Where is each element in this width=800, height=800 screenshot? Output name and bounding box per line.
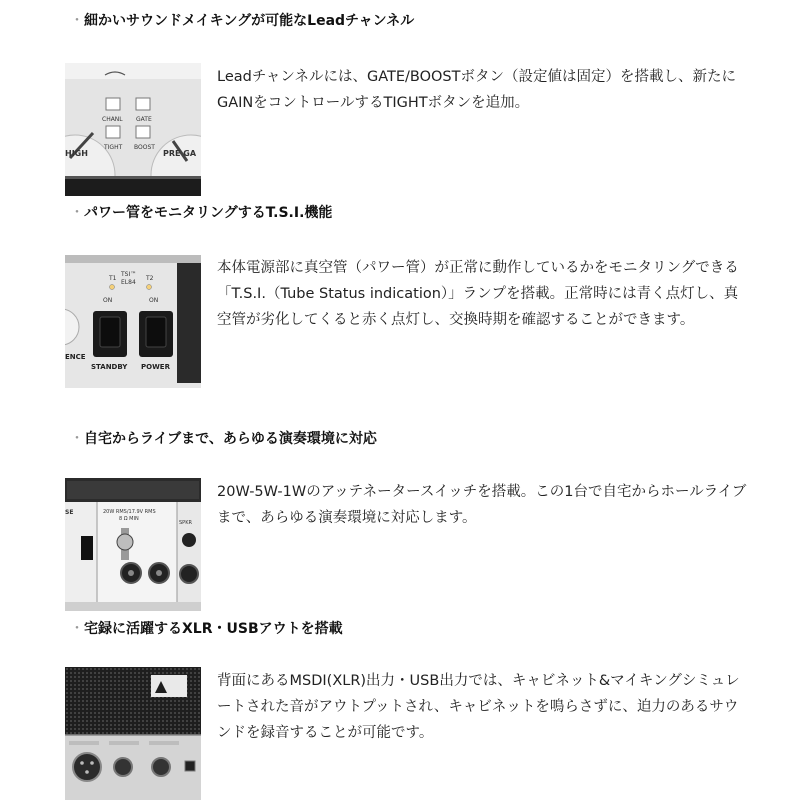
section-4-title: 宅録に活躍するXLR・USBアウトを搭載	[84, 621, 343, 637]
img3-label-spkr: SPKR	[179, 520, 192, 526]
img1-label-tight: TIGHT	[104, 144, 123, 151]
bullet-icon: ・	[70, 621, 84, 637]
img3-label-se: SE	[65, 509, 74, 516]
section-3-heading	[70, 428, 377, 448]
bullet-icon: ・	[70, 431, 84, 447]
section-1-image	[65, 63, 201, 196]
section-1-title: 細かいサウンドメイキングが可能なLeadチャンネル	[84, 13, 415, 29]
section-2-image	[65, 255, 201, 388]
bullet-icon: ・	[70, 205, 84, 221]
img2-label-on2: ON	[149, 297, 159, 304]
section-1-heading	[70, 10, 414, 30]
img3-label-min: 8 Ω MIN	[119, 516, 139, 522]
section-4-heading	[70, 618, 343, 638]
section-2-heading	[70, 202, 332, 222]
img1-label-pregain: PRE GA	[163, 149, 197, 158]
section-4-text: 背面にあるMSDI(XLR)出力・USB出力では、キャビネット&マイキングシミュレートされた音がアウトプットされ、キャビネットを鳴らさずに、迫力のあるサウンドを録音することが可能です。	[217, 673, 740, 741]
img2-label-el84: EL84	[121, 279, 136, 286]
section-3-image	[65, 478, 201, 611]
img2-label-t1: T1	[109, 275, 117, 282]
img3-label-rms: 20W RMS/17.9V RMS	[103, 509, 156, 515]
img2-label-standby: STANDBY	[91, 363, 128, 371]
img1-label-chanl: CHANL	[102, 116, 123, 123]
section-2-title: パワー管をモニタリングするT.S.I.機能	[84, 205, 333, 221]
section-1-text: Leadチャンネルには、GATE/BOOSTボタン（設定値は固定）を搭載し、新たにGAINをコントロールするTIGHTボタンを追加。	[217, 69, 736, 111]
img2-label-t2: T2	[146, 275, 154, 282]
img1-label-boost: BOOST	[134, 144, 155, 151]
bullet-icon: ・	[70, 13, 84, 29]
section-2-text: 本体電源部に真空管（パワー管）が正常に動作しているかをモニタリングできる「T.S.I.（Tube Status indication）」ランプを搭載。正常時には青く点灯し、真空管が劣化してくると赤く点灯し、交換時期を確認することができます。	[217, 260, 739, 328]
img2-label-power: POWER	[141, 363, 170, 371]
section-3-text: 20W-5W-1Wのアッテネータースイッチを搭載。この1台で自宅からホールライブまで、あらゆる演奏環境に対応します。	[217, 484, 747, 526]
img2-label-tsi: TSI™	[121, 271, 137, 278]
section-3-title: 自宅からライブまで、あらゆる演奏環境に対応	[84, 431, 377, 447]
section-4-image	[65, 667, 201, 800]
img2-label-ence: ENCE	[65, 353, 86, 361]
img1-label-high: HIGH	[65, 149, 88, 158]
img2-label-on1: ON	[103, 297, 113, 304]
img1-label-gate: GATE	[136, 116, 152, 123]
